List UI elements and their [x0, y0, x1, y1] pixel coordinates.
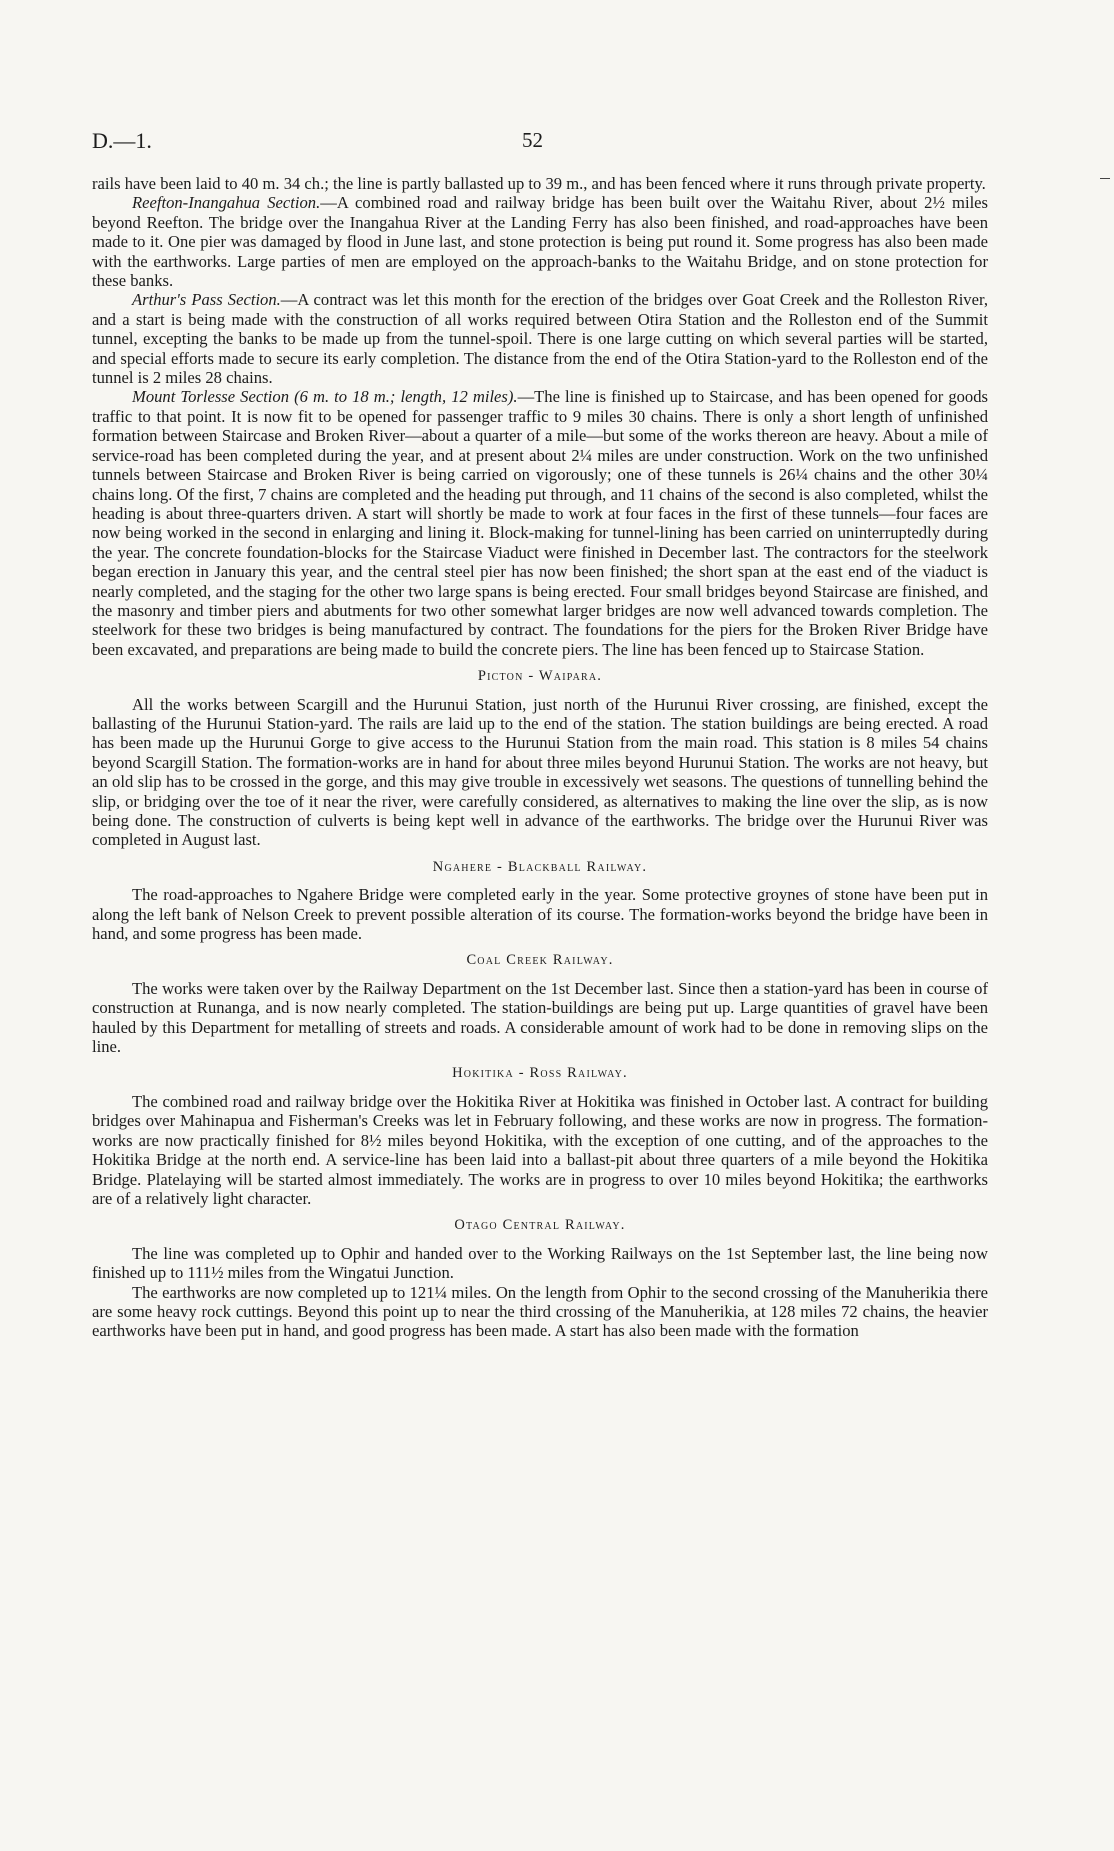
- paragraph-reefton: [92, 193, 988, 290]
- paragraph-mount-torlesse: [92, 387, 988, 659]
- heading-ngahere-blackball: Ngahere - Blackball Railway.: [432, 858, 648, 875]
- section-text-arthurs-pass: —A contract was let this month for the erection of the bridges over Goat Creek and the Rolleston River, and a start is being made with the construction of all works required between Otira Station and the Rolleston end of the Summit tunnel, excepting the banks to be made up from the tunnel-spoil. There is one large cutting on which several parties will be started, and special efforts made to secure its early completion. The distance from the end of the Otira Station-yard to the Rolleston end of the tunnel is 2 miles 28 chains.: [92, 290, 988, 388]
- paragraph-otago-central-1: The line was completed up to Ophir and handed over to the Working Railways on the 1st September last, the line being now finished up to 111½ miles from the Wingatui Junction.: [92, 1243, 988, 1283]
- paragraph-intro: rails have been laid to 40 m. 34 ch.; the line is partly ballasted up to 39 m., and has been fenced where it runs through private property.: [92, 174, 986, 193]
- section-lead-reefton: Reefton-Inangahua Section.: [132, 193, 321, 213]
- paragraph-arthurs-pass: [92, 290, 988, 387]
- heading-hokitika-ross: Hokitika - Ross Railway.: [452, 1065, 628, 1082]
- paragraph-otago-central-2: The earthworks are now completed up to 121¼ miles. On the length from Ophir to the second crossing of the Manuherikia there are some heavy rock cuttings. Beyond this point up to near the third crossing of the Manuherikia, at 128 miles 72 chains, the heavier earthworks have been put in hand, and good progress has been made. A start has also been made with the formation: [92, 1282, 988, 1341]
- page-header: [92, 128, 988, 158]
- paragraph-ngahere-blackball: The road-approaches to Ngahere Bridge were completed early in the year. Some protective groynes of stone have been put in along the left bank of Nelson Creek to prevent possible alteration of its course. The formation-works beyond the bridge have been in hand, and some progress has been made.: [92, 885, 988, 944]
- paragraph-hokitika-ross: The combined road and railway bridge over the Hokitika River at Hokitika was finished in October last. A contract for building bridges over Mahinapua and Fisherman's Creeks was let in February following, and these works are now in progress. The formation-works are now practically finished for 8½ miles beyond Hokitika, with the exception of one cutting, and of the approaches to the Hokitika Bridge at the north end. A service-line has been laid into a ballast-pit about three quarters of a mile beyond the Hokitika Bridge. Platelaying will be started almost immediately. The works are in progress to over 10 miles beyond Hokitika; the earthworks are of a relatively light character.: [92, 1091, 988, 1208]
- paragraph-coal-creek: The works were taken over by the Railway Department on the 1st December last. Since then a station-yard has been in course of construction at Runanga, and is now nearly completed. The station-buildings are being put up. Large quantities of gravel have been hauled by this Department for metalling of streets and roads. A considerable amount of work had to be done in removing slips on the line.: [92, 978, 988, 1057]
- margin-mark: [1100, 178, 1110, 179]
- paragraph-picton-waipara: All the works between Scargill and the Hurunui Station, just north of the Hurunui River crossing, are finished, except the ballasting of the Hurunui Station-yard. The rails are laid up to the end of the station. The station buildings are being erected. A road has been made up the Hurunui Gorge to give access to the Hurunui Station from the main road. This station is 8 miles 54 chains beyond Scargill Station. The formation-works are in hand for about three miles beyond Hurunui Station. The works are not heavy, but an old slip has to be crossed in the gorge, and this may give trouble in excessively wet seasons. The questions of tunnelling behind the slip, or bridging over the toe of it near the river, were carefully considered, as alternatives to making the line over the slip, as is now being done. The construction of culverts is being kept well in advance of the earthworks. The bridge over the Hurunui River was completed in August last.: [92, 694, 988, 850]
- page-number: 52: [522, 128, 543, 152]
- heading-picton-waipara: Picton - Waipara.: [477, 668, 603, 685]
- page-body: [92, 174, 988, 1341]
- heading-otago-central: Otago Central Railway.: [454, 1217, 626, 1234]
- section-text-mount-torlesse: —The line is finished up to Staircase, and has been opened for goods traffic to that point. It is now fit to be opened for passenger traffic to 9 miles 30 chains. There is only a short length of unfinished formation between Staircase and Broken River—about a quarter of a mile—but some of the works thereon are heavy. About a mile of service-road has been completed during the year, and at present about 2¼ miles are under construction. Work on the two unfinished tunnels between Staircase and Broken River is being carried on vigorously; one of these tunnels is 26¼ chains and the other 30¼ chains long. Of the first, 7 chains are completed and the heading put through, and 11 chains of the second is also completed, whilst the heading is about three-quarters driven. A start will shortly be made to work at four faces in the first of these tunnels—four faces are now being worked in the second in enlarging and lining it. Block-making for tunnel-lining has been carried on uninterruptedly during the year. The concrete foundation-blocks for the Staircase Viaduct were finished in December last. The contractors for the steelwork began erection in January this year, and the central steel pier has now been finished; the short span at the east end of the viaduct is nearly completed, and the staging for the other two large spans is being erected. Four small bridges beyond Staircase are finished, and the masonry and timber piers and abutments for two other somewhat larger bridges are now well advanced towards completion. The steelwork for these two bridges is being manufactured by contract. The foundations for the piers for the Broken River Bridge have been excavated, and preparations are being made to build the concrete piers. The line has been fenced up to Staircase Station.: [92, 387, 988, 659]
- section-lead-arthurs-pass: Arthur's Pass Section.: [132, 290, 281, 310]
- heading-coal-creek: Coal Creek Railway.: [466, 952, 614, 969]
- document-reference: D.—1.: [92, 128, 152, 153]
- section-text-reefton: —A combined road and railway bridge has been built over the Waitahu River, about 2½ miles beyond Reefton. The bridge over the Inangahua River at the Landing Ferry has also been finished, and road-approaches have been made to it. One pier was damaged by flood in June last, and stone protection is being put round it. Some progress has also been made with the earthworks. Large parties of men are employed on the approach-banks to the Waitahu Bridge, and on stone protection for these banks.: [92, 193, 988, 291]
- section-lead-mount-torlesse: Mount Torlesse Section (6 m. to 18 m.; length, 12 miles).: [132, 387, 518, 407]
